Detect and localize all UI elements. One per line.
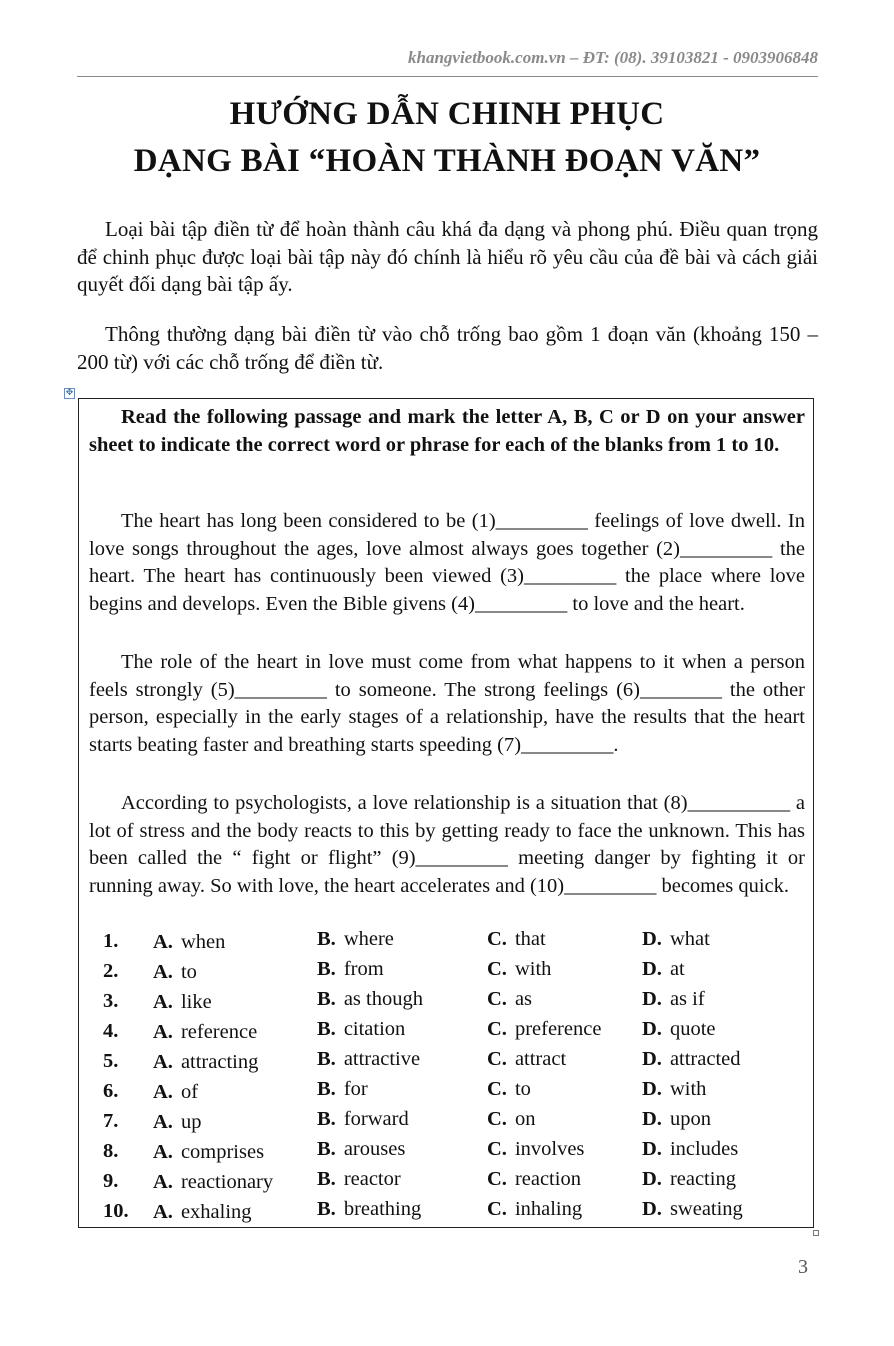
exercise-box xyxy=(78,398,814,1228)
option-c: C. on xyxy=(487,1108,536,1130)
page-title-line-2: DẠNG BÀI “HOÀN THÀNH ĐOẠN VĂN” xyxy=(133,143,761,179)
option-b: B. where xyxy=(317,928,394,950)
option-d: D. what xyxy=(642,928,710,950)
option-c: C. preference xyxy=(487,1018,602,1040)
table-move-handle-icon[interactable]: ✥ xyxy=(65,388,74,398)
intro-paragraph-1: Loại bài tập điền từ để hoàn thành câu khá đa dạng và phong phú. Điều quan trọng để chinh phục được loại bài tập này đó chính là hiểu rõ yêu cầu của đề bài và cách giải quyết đối dạng bài tập ấy. xyxy=(77,217,818,296)
option-c: C. inhaling xyxy=(487,1198,583,1220)
option-a: A. attracting xyxy=(153,1051,259,1073)
option-b: B. reactor xyxy=(317,1168,401,1190)
option-a: A. of xyxy=(153,1081,199,1103)
question-number: 1. xyxy=(103,930,119,952)
page-number: 3 xyxy=(798,1256,808,1278)
option-a: A. when xyxy=(153,931,226,953)
option-b: B. forward xyxy=(317,1108,409,1130)
question-row xyxy=(79,1076,813,1106)
option-b: B. attractive xyxy=(317,1048,421,1070)
option-d: D. with xyxy=(642,1078,707,1100)
option-c: C. with xyxy=(487,958,552,980)
answer-options-list xyxy=(79,926,813,1226)
option-c: C. as xyxy=(487,988,533,1010)
passage-paragraph-3: According to psychologists, a love relationship is a situation that (8)__________ a lot of stress and the body reacts to this by getting ready to face the unknown. This has been called the “ fight or flight” (9)_________ meeting danger by fighting it or running away. So with love, the heart accelerates and (10)_________ becomes quick. xyxy=(89,792,805,897)
option-c: C. involves xyxy=(487,1138,585,1160)
option-d: D. as if xyxy=(642,988,705,1010)
option-b: B. as though xyxy=(317,988,423,1010)
passage-paragraph-2: The role of the heart in love must come from what happens to it when a person feels strongly (5)_________ to someone. The strong feelings (6)________ the other person, especially in the early stages of a relationship, have the results that the heart starts beating faster and breathing starts speeding (7)_________. xyxy=(89,651,805,756)
option-b: B. breathing xyxy=(317,1198,422,1220)
option-d: D. quote xyxy=(642,1018,716,1040)
option-a: A. up xyxy=(153,1111,202,1133)
option-d: D. reacting xyxy=(642,1168,736,1190)
question-row xyxy=(79,1046,813,1076)
question-number: 4. xyxy=(103,1020,119,1042)
option-a: A. comprises xyxy=(153,1141,265,1163)
option-a: A. reactionary xyxy=(153,1171,274,1193)
option-b: B. for xyxy=(317,1078,368,1100)
passage-paragraph-1: The heart has long been considered to be (1)_________ feelings of love dwell. In love songs throughout the ages, love almost always goes together (2)_________ the heart. The heart has continuously been viewed (3)_________ the place where love begins and develops. Even the Bible givens (4)_________ to love and the heart. xyxy=(89,510,805,615)
option-c: C. to xyxy=(487,1078,531,1100)
intro-paragraph-2: Thông thường dạng bài điền từ vào chỗ trống bao gồm 1 đoạn văn (khoảng 150 – 200 từ) với các chỗ trống để điền từ. xyxy=(77,322,818,374)
option-b: B. from xyxy=(317,958,384,980)
table-resize-handle[interactable] xyxy=(813,1230,819,1236)
question-row xyxy=(79,1016,813,1046)
question-number: 5. xyxy=(103,1050,119,1072)
question-number: 3. xyxy=(103,990,119,1012)
page-title-line-1: HƯỚNG DẪN CHINH PHỤC xyxy=(229,96,665,132)
option-d: D. includes xyxy=(642,1138,739,1160)
header-text: khangvietbook.com.vn – ĐT: (08). 39103821 - 0903906848 xyxy=(407,48,818,67)
question-row xyxy=(79,926,813,956)
option-b: B. citation xyxy=(317,1018,406,1040)
option-a: A. like xyxy=(153,991,212,1013)
question-number: 8. xyxy=(103,1140,119,1162)
question-number: 9. xyxy=(103,1170,119,1192)
question-row xyxy=(79,1196,813,1226)
question-number: 10. xyxy=(103,1200,129,1222)
option-c: C. that xyxy=(487,928,546,950)
option-a: A. exhaling xyxy=(153,1201,252,1223)
page-header xyxy=(77,40,818,77)
question-number: 2. xyxy=(103,960,119,982)
option-c: C. attract xyxy=(487,1048,567,1070)
option-a: A. reference xyxy=(153,1021,258,1043)
option-d: D. at xyxy=(642,958,685,980)
option-d: D. upon xyxy=(642,1108,711,1130)
question-row xyxy=(79,956,813,986)
question-row xyxy=(79,986,813,1016)
option-c: C. reaction xyxy=(487,1168,581,1190)
exercise-instruction: Read the following passage and mark the letter A, B, C or D on your answer sheet to indicate the correct word or phrase for each of the blanks from 1 to 10. xyxy=(89,406,805,456)
question-number: 6. xyxy=(103,1080,119,1102)
option-d: D. attracted xyxy=(642,1048,741,1070)
option-b: B. arouses xyxy=(317,1138,406,1160)
question-row xyxy=(79,1166,813,1196)
option-a: A. to xyxy=(153,961,197,983)
question-number: 7. xyxy=(103,1110,119,1132)
question-row xyxy=(79,1106,813,1136)
question-row xyxy=(79,1136,813,1166)
option-d: D. sweating xyxy=(642,1198,743,1220)
